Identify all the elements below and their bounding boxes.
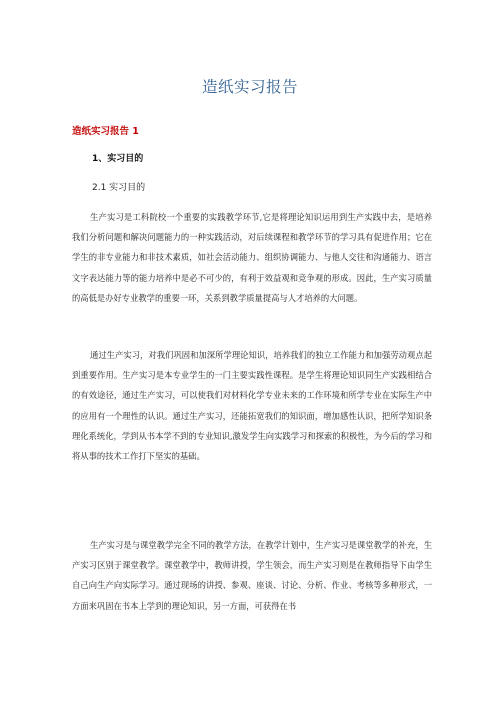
subheading-purpose: 1、实习目的	[92, 154, 144, 164]
paragraph-3: 生产实习是与课堂教学完全不同的教学方法，在教学计划中，生产实习是课堂教学的补充，生产实习区别于课堂教学。课堂教学中，教师讲授，学生领会，而生产实习则是在教师指导下由学生自己向生产向实际学习。通过现场的讲授、参观、座谈、讨论、分析、作业、考核等多种形式，一方面来巩固在书本上学到的理论知识，另一方面，可获得在书	[72, 540, 432, 611]
paragraph-1: 生产实习是工科院校一个重要的实践教学环节,它是将理论知识运用到生产实践中去，是培养我们分析问题和解决问题能力的一种实践活动，对后续课程和教学环节的学习具有促进作用；它在学生的非专业能力和非技术素质，如社会活动能力、组织协调能力、与他人交往和沟通能力、语言文字表达能力等的能力培养中是必不可少的，有利于效益观和竞争观的形成。因此，生产实习质量的高低是办好专业教学的重要一环，关系到教学质量提高与人才培养的大问题。	[72, 212, 432, 303]
document-title: 造纸实习报告	[201, 78, 298, 96]
section-heading: 造纸实习报告 1	[72, 126, 139, 137]
paragraph-2: 通过生产实习，对我们巩固和加深所学理论知识，培养我们的独立工作能力和加强劳动观点起到重要作用。生产实习是本专业学生的一门主要实践性课程。是学生将理论知识同生产实践相结合的有效途径，通过生产实习，可以使我们对材料化学专业未来的工作环境和所学专业在实际生产中的应用有一个理性的认识。通过生产实习，还能拓宽我们的知识面，增加感性认识，把所学知识条理化系统化，学到从书本学不到的专业知识,激发学生向实践学习和探索的积极性，为今后的学习和将从事的技术工作打下坚实的基础。	[72, 350, 432, 462]
subheading-purpose-numbered: 2.1 实习目的	[92, 183, 146, 193]
